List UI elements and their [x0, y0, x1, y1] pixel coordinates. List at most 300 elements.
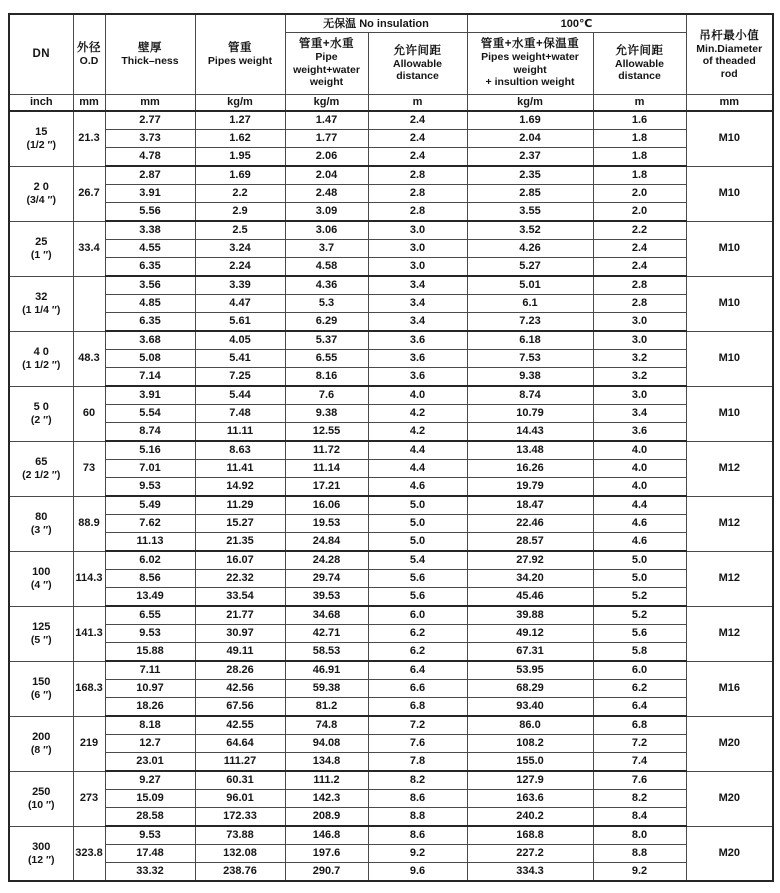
insulated-weight-cell: 22.46	[467, 515, 593, 533]
table-row	[9, 661, 773, 680]
table-row	[9, 111, 773, 130]
thickness-cell: 3.56	[105, 276, 195, 295]
pipe-water-weight-cell: 11.14	[285, 460, 368, 478]
allowable-distance-cell: 3.0	[368, 240, 467, 258]
insulated-weight-cell: 10.79	[467, 405, 593, 423]
insulated-weight-cell: 1.69	[467, 111, 593, 130]
table-row	[9, 551, 773, 570]
table-row	[9, 166, 773, 185]
dn-size: 200	[32, 731, 51, 743]
insulated-weight-cell: 7.23	[467, 313, 593, 332]
table-row	[9, 130, 773, 148]
allowable-distance-100c-cell: 3.6	[593, 423, 686, 442]
thickness-cell: 8.74	[105, 423, 195, 442]
pipe-water-weight-cell: 94.08	[285, 735, 368, 753]
allowable-distance-100c-cell: 3.2	[593, 368, 686, 387]
pipe-water-weight-cell: 39.53	[285, 588, 368, 607]
dn-size: 32	[35, 291, 48, 303]
rod-cell: M10	[686, 221, 773, 276]
allowable-distance-100c-cell: 2.4	[593, 240, 686, 258]
allowable-distance-cell: 5.0	[368, 496, 467, 515]
thickness-cell: 3.73	[105, 130, 195, 148]
table-row	[9, 790, 773, 808]
insulated-weight-cell: 5.27	[467, 258, 593, 277]
insulated-weight-cell: 67.31	[467, 643, 593, 662]
table-header	[9, 14, 773, 111]
table-row	[9, 771, 773, 790]
pipes-weight-cell: 2.9	[195, 203, 285, 222]
pipe-water-weight-cell: 111.2	[285, 771, 368, 790]
column-header-od: 外径 O.D	[73, 14, 105, 94]
allowable-distance-100c-cell: 3.0	[593, 386, 686, 405]
dn-inch-size: (12 ″)	[27, 853, 55, 866]
dn-cell	[9, 606, 73, 661]
dn-cell	[9, 826, 73, 881]
allowable-distance-100c-cell: 6.2	[593, 680, 686, 698]
allowable-distance-cell: 2.8	[368, 185, 467, 203]
allowable-distance-cell: 6.0	[368, 606, 467, 625]
pipe-water-weight-cell: 208.9	[285, 808, 368, 827]
allowable-distance-cell: 2.4	[368, 130, 467, 148]
allowable-distance-cell: 6.6	[368, 680, 467, 698]
insulated-weight-cell: 2.85	[467, 185, 593, 203]
table-row	[9, 423, 773, 442]
od-cell: 273	[73, 771, 105, 826]
thickness-cell: 6.35	[105, 313, 195, 332]
allowable-distance-cell: 9.6	[368, 863, 467, 882]
table-body	[9, 111, 773, 881]
table-row	[9, 350, 773, 368]
rod-cell: M12	[686, 441, 773, 496]
pipes-weight-cell: 16.07	[195, 551, 285, 570]
allowable-distance-100c-cell: 5.2	[593, 606, 686, 625]
allowable-distance-100c-cell: 1.8	[593, 148, 686, 167]
od-cell	[73, 276, 105, 331]
unit-rod: mm	[686, 94, 773, 111]
od-cell: 88.9	[73, 496, 105, 551]
pipes-weight-cell: 172.33	[195, 808, 285, 827]
dn-cell	[9, 276, 73, 331]
allowable-distance-cell: 5.0	[368, 533, 467, 552]
dn-cell	[9, 166, 73, 221]
dn-size: 25	[35, 236, 48, 248]
thickness-cell: 11.13	[105, 533, 195, 552]
pipe-water-weight-cell: 3.7	[285, 240, 368, 258]
pipes-weight-cell: 96.01	[195, 790, 285, 808]
table-row	[9, 698, 773, 717]
allowable-distance-100c-cell: 1.8	[593, 130, 686, 148]
column-header-insulated-weight: 管重+水重+保温重 Pipes weight+water weight + insultion weight	[467, 32, 593, 94]
rod-cell: M20	[686, 716, 773, 771]
thickness-cell: 3.91	[105, 185, 195, 203]
od-cell: 60	[73, 386, 105, 441]
dn-inch-size: (5 ″)	[30, 634, 52, 646]
allowable-distance-100c-cell: 5.0	[593, 551, 686, 570]
allowable-distance-100c-cell: 8.2	[593, 790, 686, 808]
insulated-weight-cell: 19.79	[467, 478, 593, 497]
insulated-weight-cell: 127.9	[467, 771, 593, 790]
insulated-weight-cell: 5.01	[467, 276, 593, 295]
table-row	[9, 276, 773, 295]
thickness-cell: 28.58	[105, 808, 195, 827]
dn-cell	[9, 716, 73, 771]
table-row	[9, 606, 773, 625]
thickness-cell: 3.91	[105, 386, 195, 405]
header-row-groups	[9, 14, 773, 32]
allowable-distance-cell: 3.4	[368, 276, 467, 295]
allowable-distance-cell: 4.4	[368, 460, 467, 478]
unit-allowable-distance: m	[368, 94, 467, 111]
allowable-distance-100c-cell: 8.0	[593, 826, 686, 845]
pipes-weight-cell: 132.08	[195, 845, 285, 863]
dn-size: 150	[32, 676, 51, 688]
dn-size: 5 0	[33, 401, 49, 413]
thickness-cell: 5.56	[105, 203, 195, 222]
pipe-hanger-spacing-table	[8, 13, 774, 882]
pipe-water-weight-cell: 74.8	[285, 716, 368, 735]
insulated-weight-cell: 18.47	[467, 496, 593, 515]
dn-label: DN	[32, 48, 51, 61]
allowable-distance-100c-cell: 8.4	[593, 808, 686, 827]
insulated-weight-cell: 8.74	[467, 386, 593, 405]
table-row	[9, 240, 773, 258]
insulated-weight-cell: 3.52	[467, 221, 593, 240]
allowable-distance-cell: 6.2	[368, 643, 467, 662]
thickness-cell: 6.35	[105, 258, 195, 277]
pipe-water-weight-cell: 29.74	[285, 570, 368, 588]
column-header-thickness: 壁厚 Thick–ness	[105, 14, 195, 94]
rod-cell: M10	[686, 386, 773, 441]
pipe-water-weight-cell: 24.28	[285, 551, 368, 570]
dn-cell	[9, 496, 73, 551]
pipe-water-weight-cell: 2.48	[285, 185, 368, 203]
allowable-distance-cell: 3.6	[368, 368, 467, 387]
allowable-distance-100c-cell: 8.8	[593, 845, 686, 863]
thickness-cell: 9.53	[105, 478, 195, 497]
pipe-water-weight-cell: 8.16	[285, 368, 368, 387]
insulated-weight-cell: 334.3	[467, 863, 593, 882]
pipes-weight-cell: 111.27	[195, 753, 285, 772]
allowable-distance-100c-cell: 4.0	[593, 441, 686, 460]
allowable-distance-100c-cell: 2.8	[593, 295, 686, 313]
od-cell: 168.3	[73, 661, 105, 716]
allowable-distance-100c-cell: 6.4	[593, 698, 686, 717]
insulated-weight-cell: 28.57	[467, 533, 593, 552]
rod-cell: M10	[686, 331, 773, 386]
allowable-distance-cell: 2.4	[368, 111, 467, 130]
allowable-distance-100c-cell: 4.6	[593, 533, 686, 552]
column-header-rod: 吊杆最小值 Min.Diameter of theaded rod	[686, 14, 773, 94]
group-header-100c: 100℃	[467, 14, 686, 32]
allowable-distance-100c-cell: 6.0	[593, 661, 686, 680]
dn-inch-size: (3/4 ″)	[26, 194, 57, 206]
allowable-distance-cell: 4.2	[368, 405, 467, 423]
pipes-weight-cell: 21.35	[195, 533, 285, 552]
pipe-water-weight-cell: 2.06	[285, 148, 368, 167]
insulated-weight-cell: 68.29	[467, 680, 593, 698]
dn-cell	[9, 331, 73, 386]
dn-size: 65	[35, 456, 48, 468]
rod-cell: M20	[686, 826, 773, 881]
table-row	[9, 405, 773, 423]
pipe-water-weight-cell: 6.29	[285, 313, 368, 332]
allowable-distance-cell: 3.4	[368, 313, 467, 332]
pipes-weight-cell: 15.27	[195, 515, 285, 533]
rod-cell: M10	[686, 276, 773, 331]
column-header-pipes-weight: 管重 Pipes weight	[195, 14, 285, 94]
units-row	[9, 94, 773, 111]
allowable-distance-100c-cell: 4.0	[593, 460, 686, 478]
insulated-weight-cell: 14.43	[467, 423, 593, 442]
insulated-weight-cell: 39.88	[467, 606, 593, 625]
pipes-weight-cell: 28.26	[195, 661, 285, 680]
pipe-water-weight-cell: 5.3	[285, 295, 368, 313]
pipes-weight-cell: 67.56	[195, 698, 285, 717]
dn-inch-size: (2 ″)	[30, 414, 52, 426]
table-row	[9, 625, 773, 643]
allowable-distance-cell: 3.0	[368, 258, 467, 277]
thickness-cell: 6.02	[105, 551, 195, 570]
od-cell: 33.4	[73, 221, 105, 276]
insulated-weight-cell: 45.46	[467, 588, 593, 607]
allowable-distance-cell: 5.4	[368, 551, 467, 570]
pipes-weight-cell: 60.31	[195, 771, 285, 790]
insulated-weight-cell: 2.37	[467, 148, 593, 167]
insulated-weight-cell: 49.12	[467, 625, 593, 643]
pipe-water-weight-cell: 1.77	[285, 130, 368, 148]
allowable-distance-cell: 8.2	[368, 771, 467, 790]
pipe-water-weight-cell: 19.53	[285, 515, 368, 533]
column-header-allowable-distance-100c: 允许间距 Allowable distance	[593, 32, 686, 94]
table-row	[9, 680, 773, 698]
dn-cell	[9, 551, 73, 606]
table-row	[9, 716, 773, 735]
thickness-cell: 33.32	[105, 863, 195, 882]
insulated-weight-cell: 16.26	[467, 460, 593, 478]
allowable-distance-cell: 2.8	[368, 203, 467, 222]
pipe-water-weight-cell: 34.68	[285, 606, 368, 625]
insulated-weight-cell: 6.18	[467, 331, 593, 350]
pipe-water-weight-cell: 46.91	[285, 661, 368, 680]
allowable-distance-100c-cell: 2.2	[593, 221, 686, 240]
allowable-distance-100c-cell: 5.6	[593, 625, 686, 643]
insulated-weight-cell: 3.55	[467, 203, 593, 222]
pipe-water-weight-cell: 24.84	[285, 533, 368, 552]
table-row	[9, 386, 773, 405]
pipe-water-weight-cell: 142.3	[285, 790, 368, 808]
allowable-distance-100c-cell: 2.4	[593, 258, 686, 277]
allowable-distance-cell: 5.6	[368, 588, 467, 607]
pipes-weight-cell: 33.54	[195, 588, 285, 607]
dn-inch-size: (3 ″)	[30, 524, 52, 536]
pipes-weight-cell: 238.76	[195, 863, 285, 882]
table-row	[9, 313, 773, 332]
pipe-water-weight-cell: 9.38	[285, 405, 368, 423]
table-row	[9, 203, 773, 222]
allowable-distance-cell: 4.2	[368, 423, 467, 442]
thickness-cell: 13.49	[105, 588, 195, 607]
thickness-cell: 9.27	[105, 771, 195, 790]
table-row	[9, 753, 773, 772]
table-row	[9, 148, 773, 167]
allowable-distance-100c-cell: 5.2	[593, 588, 686, 607]
pipes-weight-cell: 8.63	[195, 441, 285, 460]
thickness-cell: 3.38	[105, 221, 195, 240]
insulated-weight-cell: 7.53	[467, 350, 593, 368]
column-header-allowable-distance: 允许间距 Allowable distance	[368, 32, 467, 94]
insulated-weight-cell: 6.1	[467, 295, 593, 313]
allowable-distance-100c-cell: 7.4	[593, 753, 686, 772]
pipes-weight-cell: 1.69	[195, 166, 285, 185]
pipes-weight-cell: 73.88	[195, 826, 285, 845]
pipes-weight-cell: 11.41	[195, 460, 285, 478]
dn-size: 250	[32, 786, 51, 798]
dn-inch-size: (4 ″)	[30, 579, 52, 591]
insulated-weight-cell: 13.48	[467, 441, 593, 460]
thickness-cell: 8.56	[105, 570, 195, 588]
allowable-distance-100c-cell: 9.2	[593, 863, 686, 882]
allowable-distance-cell: 8.8	[368, 808, 467, 827]
pipes-weight-cell: 7.48	[195, 405, 285, 423]
pipes-weight-cell: 1.95	[195, 148, 285, 167]
pipe-water-weight-cell: 4.58	[285, 258, 368, 277]
table-row	[9, 185, 773, 203]
dn-inch-size: (10 ″)	[27, 799, 55, 811]
pipes-weight-cell: 5.41	[195, 350, 285, 368]
thickness-cell: 9.53	[105, 625, 195, 643]
dn-size: 80	[35, 511, 48, 523]
table-row	[9, 258, 773, 277]
insulated-weight-cell: 34.20	[467, 570, 593, 588]
od-cell: 26.7	[73, 166, 105, 221]
dn-inch-size: (1 1/2 ″)	[22, 359, 61, 371]
thickness-cell: 2.77	[105, 111, 195, 130]
pipes-weight-cell: 7.25	[195, 368, 285, 387]
dn-inch-size: (2 1/2 ″)	[22, 469, 61, 481]
allowable-distance-cell: 8.6	[368, 790, 467, 808]
thickness-cell: 10.97	[105, 680, 195, 698]
insulated-weight-cell: 155.0	[467, 753, 593, 772]
pipe-water-weight-cell: 12.55	[285, 423, 368, 442]
thickness-cell: 4.85	[105, 295, 195, 313]
insulated-weight-cell: 168.8	[467, 826, 593, 845]
allowable-distance-100c-cell: 1.6	[593, 111, 686, 130]
pipes-weight-cell: 64.64	[195, 735, 285, 753]
table-row	[9, 331, 773, 350]
allowable-distance-100c-cell: 3.2	[593, 350, 686, 368]
thickness-cell: 15.09	[105, 790, 195, 808]
dn-size: 300	[32, 840, 51, 853]
allowable-distance-100c-cell: 7.2	[593, 735, 686, 753]
thickness-cell: 5.49	[105, 496, 195, 515]
thickness-cell: 7.14	[105, 368, 195, 387]
dn-cell	[9, 441, 73, 496]
insulated-weight-cell: 53.95	[467, 661, 593, 680]
pipes-weight-cell: 2.5	[195, 221, 285, 240]
od-cell: 219	[73, 716, 105, 771]
insulated-weight-cell: 227.2	[467, 845, 593, 863]
allowable-distance-cell: 6.8	[368, 698, 467, 717]
pipe-water-weight-cell: 81.2	[285, 698, 368, 717]
pipes-weight-cell: 2.24	[195, 258, 285, 277]
dn-size: 2 0	[33, 181, 49, 193]
allowable-distance-100c-cell: 1.8	[593, 166, 686, 185]
pipe-water-weight-cell: 197.6	[285, 845, 368, 863]
pipe-water-weight-cell: 59.38	[285, 680, 368, 698]
od-cell: 21.3	[73, 111, 105, 166]
thickness-cell: 23.01	[105, 753, 195, 772]
allowable-distance-cell: 3.6	[368, 331, 467, 350]
insulated-weight-cell: 108.2	[467, 735, 593, 753]
unit-dn: inch	[9, 94, 73, 111]
od-cell: 48.3	[73, 331, 105, 386]
table-row	[9, 368, 773, 387]
dn-cell	[9, 661, 73, 716]
thickness-cell: 5.16	[105, 441, 195, 460]
allowable-distance-100c-cell: 2.0	[593, 185, 686, 203]
dn-size: 15	[35, 126, 48, 139]
pipe-water-weight-cell: 290.7	[285, 863, 368, 882]
column-header-pipe-water-weight: 管重+水重 Pipe weight+water weight	[285, 32, 368, 94]
thickness-cell: 6.55	[105, 606, 195, 625]
pipes-weight-cell: 5.44	[195, 386, 285, 405]
allowable-distance-cell: 6.4	[368, 661, 467, 680]
group-header-no-insulation: 无保温 No insulation	[285, 14, 467, 32]
insulated-weight-cell: 240.2	[467, 808, 593, 827]
allowable-distance-100c-cell: 6.8	[593, 716, 686, 735]
pipe-water-weight-cell: 16.06	[285, 496, 368, 515]
pipes-weight-cell: 3.24	[195, 240, 285, 258]
dn-inch-size: (8 ″)	[30, 744, 52, 756]
pipe-water-weight-cell: 146.8	[285, 826, 368, 845]
allowable-distance-100c-cell: 4.0	[593, 478, 686, 497]
table-row	[9, 515, 773, 533]
pipe-water-weight-cell: 3.09	[285, 203, 368, 222]
allowable-distance-100c-cell: 4.4	[593, 496, 686, 515]
allowable-distance-cell: 2.8	[368, 166, 467, 185]
table-row	[9, 295, 773, 313]
allowable-distance-cell: 3.4	[368, 295, 467, 313]
pipe-water-weight-cell: 17.21	[285, 478, 368, 497]
thickness-cell: 7.01	[105, 460, 195, 478]
allowable-distance-100c-cell: 3.0	[593, 331, 686, 350]
pipe-water-weight-cell: 7.6	[285, 386, 368, 405]
thickness-cell: 4.78	[105, 148, 195, 167]
dn-inch-size: (1 1/4 ″)	[22, 304, 61, 316]
allowable-distance-100c-cell: 3.0	[593, 313, 686, 332]
allowable-distance-cell: 3.6	[368, 350, 467, 368]
allowable-distance-100c-cell: 4.6	[593, 515, 686, 533]
allowable-distance-cell: 7.8	[368, 753, 467, 772]
pipes-weight-cell: 42.55	[195, 716, 285, 735]
rod-cell: M12	[686, 551, 773, 606]
table-row	[9, 441, 773, 460]
pipe-water-weight-cell: 134.8	[285, 753, 368, 772]
pipes-weight-cell: 22.32	[195, 570, 285, 588]
table-row	[9, 570, 773, 588]
thickness-cell: 7.62	[105, 515, 195, 533]
thickness-cell: 17.48	[105, 845, 195, 863]
rod-cell: M12	[686, 606, 773, 661]
pipes-weight-cell: 5.61	[195, 313, 285, 332]
thickness-cell: 9.53	[105, 826, 195, 845]
allowable-distance-cell: 9.2	[368, 845, 467, 863]
rod-cell: M10	[686, 166, 773, 221]
pipes-weight-cell: 1.27	[195, 111, 285, 130]
allowable-distance-cell: 4.6	[368, 478, 467, 497]
unit-pipe-water-weight: kg/m	[285, 94, 368, 111]
pipes-weight-cell: 11.29	[195, 496, 285, 515]
